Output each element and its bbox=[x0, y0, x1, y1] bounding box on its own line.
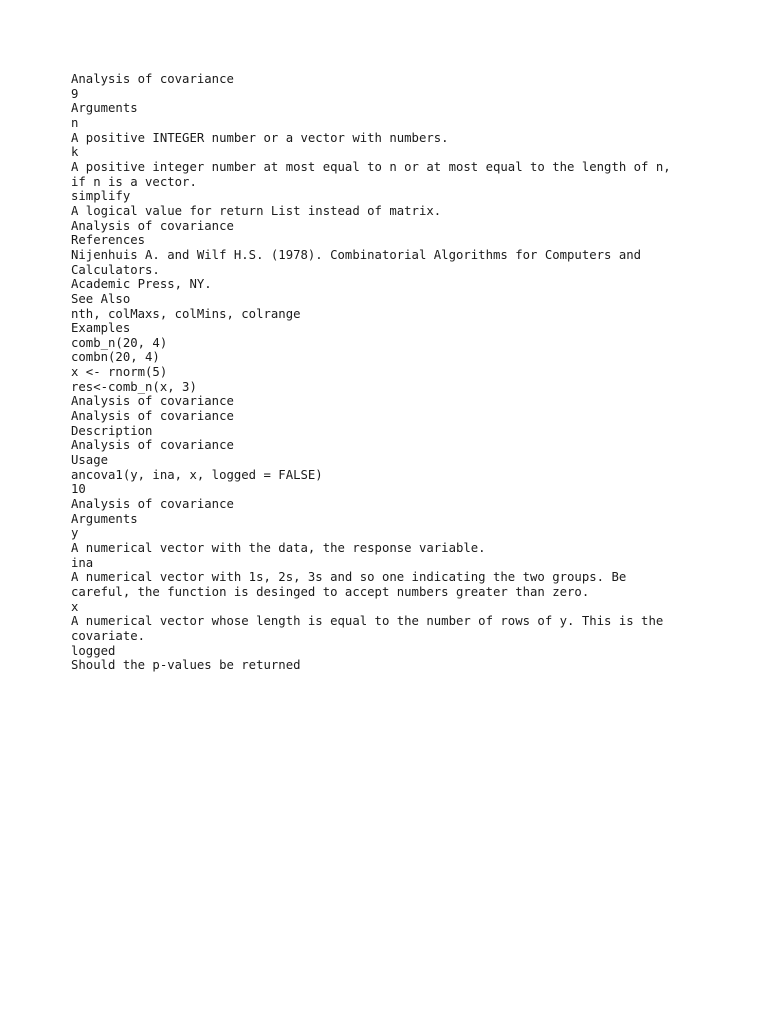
argument-name-logged: logged bbox=[71, 643, 116, 658]
running-header: Analysis of covariance bbox=[71, 394, 234, 409]
example-code-line: x <- rnorm(5) bbox=[71, 365, 168, 380]
argument-name-simplify: simplify bbox=[71, 189, 131, 204]
argument-description-logged: Should the p-values be returned bbox=[71, 658, 301, 673]
section-heading-references: References bbox=[71, 233, 146, 248]
section-heading-arguments: Arguments bbox=[71, 101, 138, 116]
reference-publisher: Academic Press, NY. bbox=[71, 277, 212, 292]
argument-description-ina: A numerical vector with 1s, 2s, 3s and so one indicating the two groups. Be careful, the function is desinged to accept numbers greater than zero. bbox=[71, 570, 627, 599]
section-heading-see-also: See Also bbox=[71, 291, 131, 306]
description-text: Analysis of covariance bbox=[71, 438, 234, 453]
page-number: 9 bbox=[71, 86, 79, 101]
argument-description-k: A positive integer number at most equal to n or at most equal to the length of n, if n is a vector. bbox=[71, 159, 671, 189]
argument-name-ina: ina bbox=[71, 555, 94, 570]
example-code-line: combn(20, 4) bbox=[71, 350, 160, 365]
argument-name-n: n bbox=[71, 115, 79, 130]
section-heading-usage: Usage bbox=[71, 453, 109, 468]
running-header: Analysis of covariance bbox=[71, 218, 234, 233]
argument-name-y: y bbox=[71, 526, 79, 541]
section-heading-description: Description bbox=[71, 423, 153, 438]
function-title: Analysis of covariance bbox=[71, 409, 234, 424]
page-number: 10 bbox=[71, 482, 86, 497]
argument-description-y: A numerical vector with the data, the response variable. bbox=[71, 541, 486, 555]
argument-name-k: k bbox=[71, 145, 79, 160]
argument-description-x: A numerical vector whose length is equal to the number of rows of y. This is the covariate. bbox=[71, 614, 664, 643]
example-code-line: res<-comb_n(x, 3) bbox=[71, 379, 197, 394]
section-heading-examples: Examples bbox=[71, 321, 131, 336]
argument-name-x: x bbox=[71, 599, 79, 614]
argument-description-simplify: A logical value for return List instead of matrix. bbox=[71, 203, 442, 218]
document-page bbox=[71, 72, 711, 673]
section-heading-arguments: Arguments bbox=[71, 511, 138, 526]
running-header: Analysis of covariance bbox=[71, 72, 234, 86]
usage-code: ancova1(y, ina, x, logged = FALSE) bbox=[71, 467, 323, 482]
running-header: Analysis of covariance bbox=[71, 497, 234, 512]
reference-citation: Nijenhuis A. and Wilf H.S. (1978). Combinatorial Algorithms for Computers and Calculators. bbox=[71, 247, 642, 277]
example-code-line: comb_n(20, 4) bbox=[71, 335, 168, 350]
argument-description-n: A positive INTEGER number or a vector with numbers. bbox=[71, 130, 449, 145]
see-also-list: nth, colMaxs, colMins, colrange bbox=[71, 306, 301, 321]
